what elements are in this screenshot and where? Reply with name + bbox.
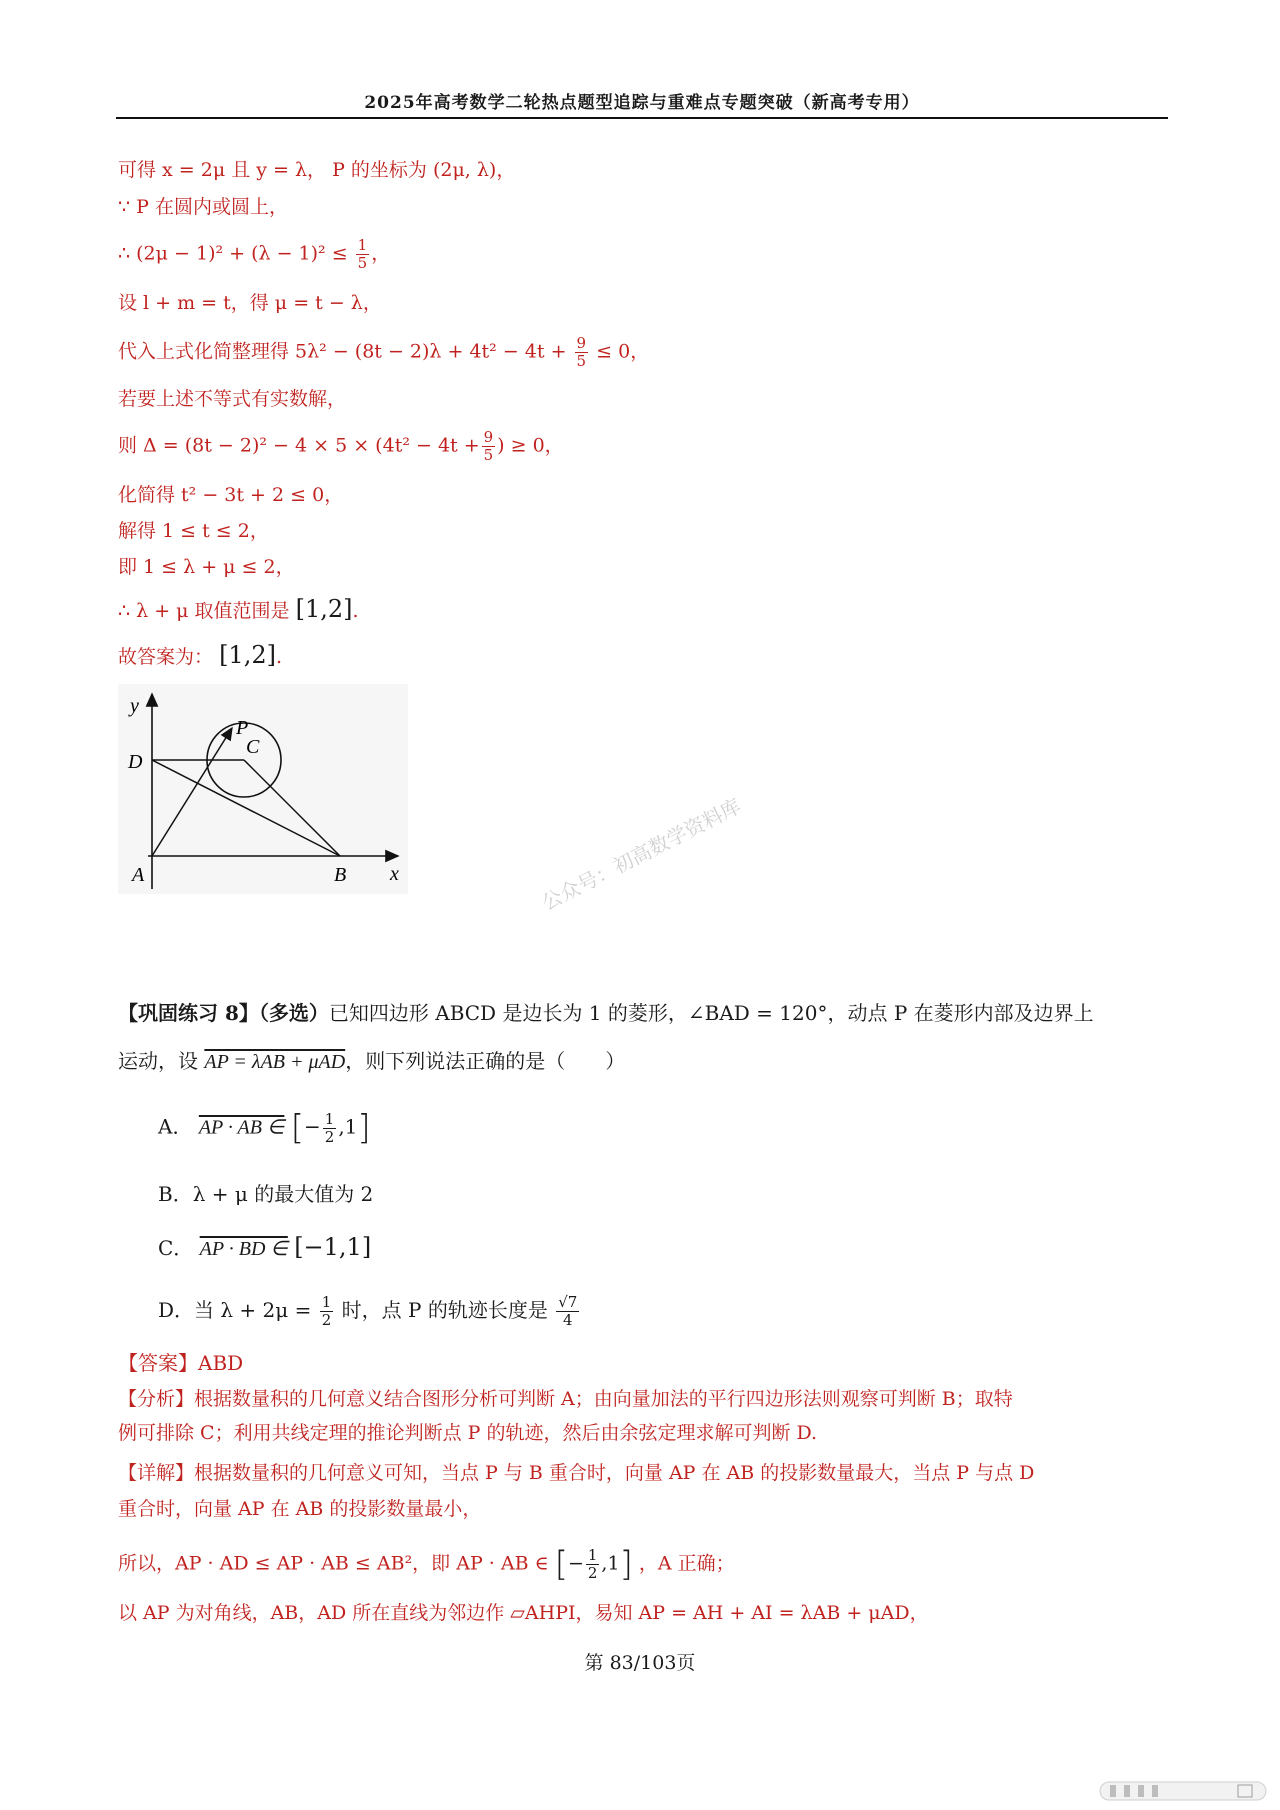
minus-sign: − (567, 1552, 584, 1575)
option-text: 时，点 P 的轨迹长度是 (341, 1298, 548, 1322)
fraction (320, 1295, 334, 1328)
page-number: 第 83/103页 (584, 1652, 696, 1674)
header-divider (116, 117, 1168, 119)
denominator: 4 (562, 1311, 573, 1329)
denominator: 2 (587, 1564, 598, 1582)
stem-tail: ，则下列说法正确的是（ ） (345, 1049, 626, 1073)
option-label: A． (158, 1114, 193, 1139)
denominator: 5 (357, 254, 368, 272)
detail-line-4: 以 AP 为对角线，AB，AD 所在直线为邻边作 ▱AHPI，易知 AP = AH + AI = λAB + μAD， (118, 1602, 929, 1624)
denominator: 5 (483, 446, 494, 464)
fraction (323, 1109, 337, 1146)
option-tail: ,1 (338, 1114, 358, 1139)
expr-tail: . (275, 646, 283, 668)
expr-tail: . (352, 600, 359, 622)
range-value: [1,2] (295, 595, 353, 623)
solution-line-4: 设 l + m = t，得 μ = t − λ， (118, 292, 382, 314)
watermark: 公众号：初高数学资料库 (537, 793, 745, 915)
analysis-line-2: 例可排除 C；利用共线定理的推论判断点 P 的轨迹，然后由余弦定理求解可判断 D. (118, 1422, 818, 1444)
numerator: 9 (576, 334, 587, 352)
numerator: 1 (324, 1109, 335, 1128)
expr-tail: ≤ 0， (596, 340, 650, 363)
denominator: 2 (321, 1311, 332, 1329)
vector-equation: AP = λAB + μAD (204, 1051, 346, 1073)
option-b: B．λ + μ 的最大值为 2 (158, 1182, 374, 1206)
problem-stem-text: 已知四边形 ABCD 是边长为 1 的菱形，∠BAD = 120°，动点 P 在菱形内部及边界上 (328, 1001, 1094, 1025)
option-expr: AP · AB ∈ (198, 1116, 285, 1139)
option-c (158, 1232, 371, 1261)
bracket-left: [ (554, 1544, 568, 1585)
viewer-toolbar-icon[interactable] (1098, 1778, 1268, 1804)
option-range: [−1,1] (294, 1233, 372, 1261)
bracket-right: ] (619, 1544, 633, 1585)
option-expr: AP · BD ∈ (199, 1238, 288, 1260)
solution-line-6: 若要上述不等式有实数解， (118, 388, 347, 410)
solution-line-11 (118, 596, 359, 624)
expr: ∴ (2μ − 1)² + (λ − 1)² ≤ (118, 242, 348, 265)
detail-line-3 (118, 1544, 735, 1585)
option-d (158, 1294, 581, 1328)
fraction (482, 430, 496, 463)
numerator: √7 (558, 1293, 578, 1311)
answer-value: [1,2] (219, 641, 276, 669)
minus-sign: − (304, 1114, 321, 1139)
solution-line-1: 可得 x = 2μ 且 y = λ， P 的坐标为 (2μ, λ)， (118, 159, 516, 181)
geometry-diagram (118, 684, 408, 894)
numerator: 1 (321, 1293, 332, 1311)
problem-stem-line-2 (118, 1044, 625, 1079)
fraction (556, 1295, 579, 1328)
answer-label: 【答案】ABD (118, 1351, 244, 1375)
diagram-background (118, 684, 408, 894)
bracket-right: ] (357, 1108, 371, 1148)
solution-line-5 (118, 336, 649, 369)
label-P: P (236, 717, 249, 739)
expr: 则 Δ = (8t − 2)² − 4 × 5 × (4t² − 4t + (118, 434, 480, 457)
fraction (586, 1548, 600, 1581)
problem-tag: 【巩固练习 8】（多选） (118, 1001, 329, 1025)
label-D: D (128, 751, 143, 773)
solution-line-3 (118, 238, 390, 271)
option-expr: D．当 λ + 2μ = (158, 1298, 312, 1322)
detail-post: ，A 正确； (638, 1552, 735, 1575)
detail-line-2: 重合时，向量 AP 在 AB 的投影数量最小， (118, 1498, 482, 1520)
expr-tail: ， (371, 242, 391, 265)
label-A: A (132, 864, 145, 886)
solution-line-12 (118, 642, 282, 670)
solution-line-2: ∵ P 在圆内或圆上， (118, 196, 288, 218)
problem-stem-line-1 (118, 996, 1094, 1030)
solution-line-7 (118, 430, 564, 463)
bracket-left: [ (290, 1108, 305, 1148)
numerator: 1 (357, 236, 368, 254)
numerator: 1 (587, 1546, 598, 1564)
expr: 代入上式化简整理得 5λ² − (8t − 2)λ + 4t² − 4t + (118, 340, 567, 363)
expr: 故答案为： (118, 646, 214, 668)
solution-line-10: 即 1 ≤ λ + μ ≤ 2， (118, 556, 295, 578)
fraction (575, 336, 589, 369)
label-x: x (390, 863, 399, 885)
stem-text: 运动，设 (118, 1049, 198, 1073)
expr: ∴ λ + μ 取值范围是 (118, 600, 290, 622)
fraction (356, 238, 370, 271)
option-label: C． (158, 1236, 194, 1260)
numerator: 9 (483, 428, 494, 446)
expr-tail: ) ≥ 0， (497, 434, 564, 457)
denominator: 5 (576, 352, 587, 370)
label-y: y (130, 695, 139, 717)
label-B: B (334, 864, 347, 886)
detail-expr: 所以，AP · AD ≤ AP · AB ≤ AB²，即 AP · AB ∈ (118, 1552, 549, 1575)
solution-line-8: 化简得 t² − 3t + 2 ≤ 0， (118, 484, 344, 506)
detail-tail: ,1 (601, 1552, 620, 1575)
label-C: C (246, 736, 260, 758)
denominator: 2 (324, 1127, 335, 1146)
detail-line-1: 【详解】根据数量积的几何意义可知，当点 P 与 B 重合时，向量 AP 在 AB 的投影数量最大，当点 P 与点 D (118, 1462, 1035, 1484)
solution-line-9: 解得 1 ≤ t ≤ 2， (118, 520, 269, 542)
option-a (158, 1108, 371, 1148)
page-header: 2025年高考数学二轮热点题型追踪与重难点专题突破（新高考专用） (364, 93, 920, 113)
analysis-line-1: 【分析】根据数量积的几何意义结合图形分析可判断 A；由向量加法的平行四边形法则观察可判断 B；取特 (118, 1388, 1013, 1410)
